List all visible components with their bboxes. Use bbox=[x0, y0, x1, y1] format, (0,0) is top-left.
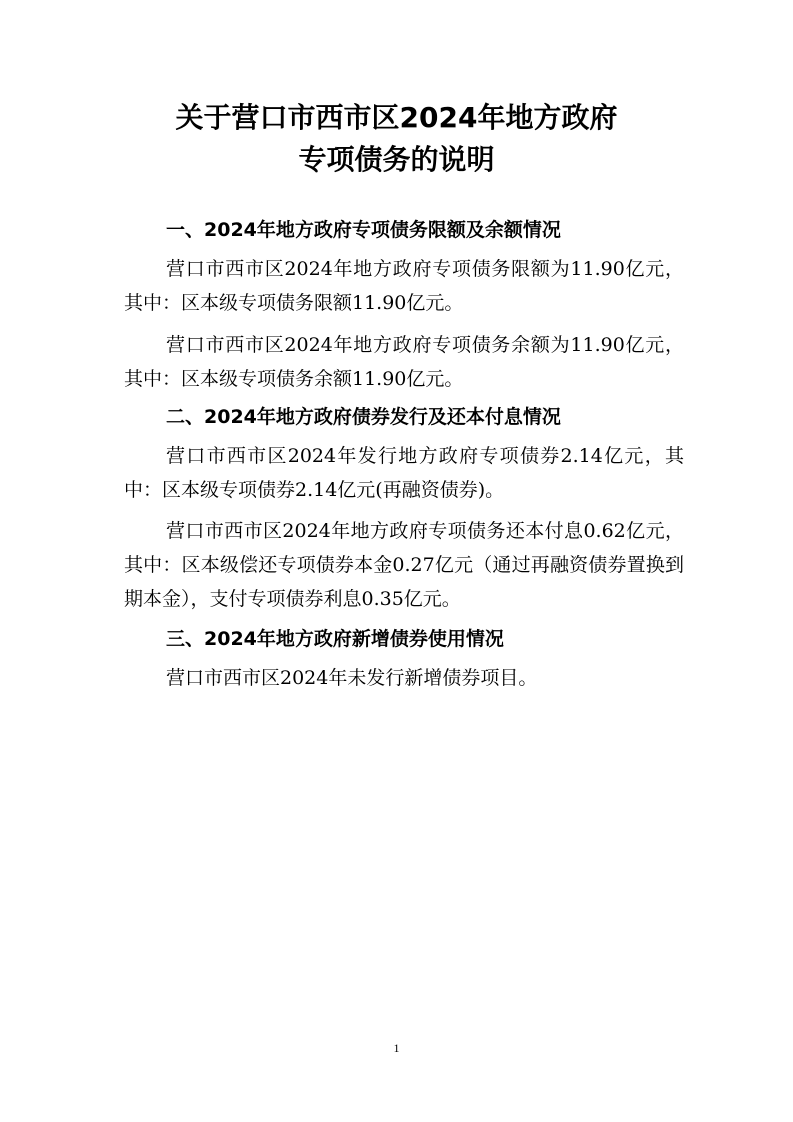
section-2-heading: 二、2024年地方政府债券发行及还本付息情况 bbox=[166, 406, 561, 428]
section-2-paragraph-2: 营口市西市区2024年地方政府专项债务还本付息0.62亿元，其中：区本级偿还专项债券本金0.27亿元（通过再融资债券置换到期本金），支付专项债券利息0.35亿元。 bbox=[124, 520, 684, 610]
section-3-paragraph-1: 营口市西市区2024年未发行新增债券项目。 bbox=[166, 667, 538, 689]
page-number: 1 bbox=[393, 1041, 400, 1055]
document-title-line-1: 关于营口市西市区2024年地方政府 bbox=[175, 101, 618, 134]
section-3-heading: 三、2024年地方政府新增债券使用情况 bbox=[166, 628, 504, 650]
section-1-heading: 一、2024年地方政府专项债务限额及余额情况 bbox=[166, 219, 561, 241]
document-title-line-2: 专项债务的说明 bbox=[298, 143, 495, 176]
section-1-paragraph-2: 营口市西市区2024年地方政府专项债务余额为11.90亿元，其中：区本级专项债务余额11.90亿元。 bbox=[124, 334, 684, 390]
section-2-paragraph-1: 营口市西市区2024年发行地方政府专项债券2.14亿元，其中：区本级专项债券2.14亿元(再融资债券)。 bbox=[124, 445, 684, 501]
section-1-paragraph-1: 营口市西市区2024年地方政府专项债务限额为11.90亿元，其中：区本级专项债务限额11.90亿元。 bbox=[124, 258, 684, 314]
